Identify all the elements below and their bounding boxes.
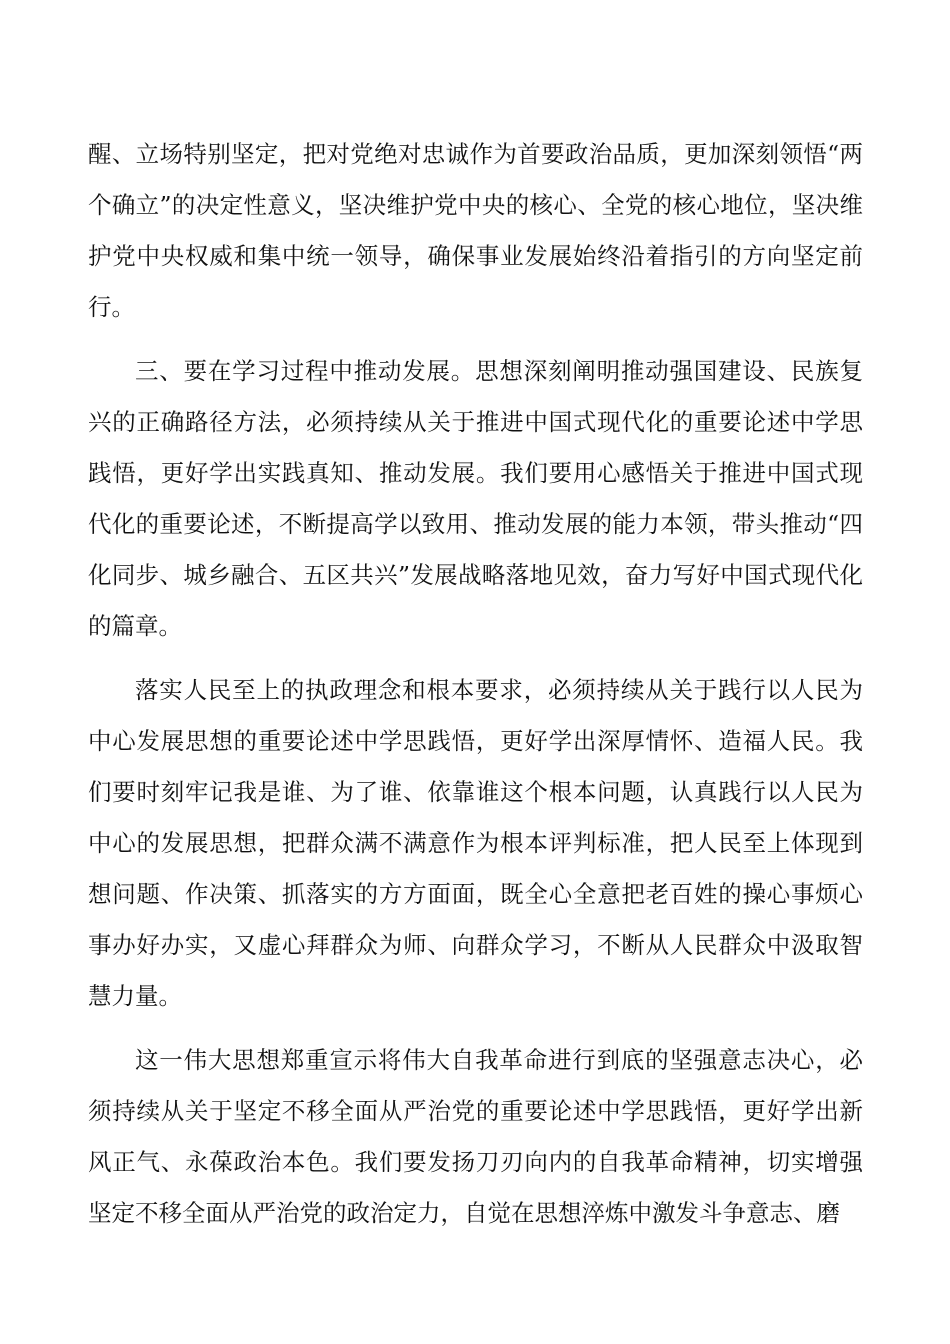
paragraph-continuation: 醒、立场特别坚定，把对党绝对忠诚作为首要政治品质，更加深刻领悟“两个确立”的决定性意义，坚决维护党中央的核心、全党的核心地位，坚决维护党中央权威和集中统一领导，确保事业发展始终沿着指引的方向坚定前行。 — [88, 140, 863, 321]
document-body — [88, 129, 863, 1252]
paragraph-self-revolution: 这一伟大思想郑重宣示将伟大自我革命进行到底的坚强意志决心，必须持续从关于坚定不移全面从严治党的重要论述中学思践悟，更好学出新风正气、永葆政治本色。我们要发扬刀刃向内的自我革命精神，切实增强坚定不移全面从严治党的政治定力，自觉在思想淬炼中激发斗争意志、磨 — [88, 1046, 863, 1227]
paragraph-section-three: 三、要在学习过程中推动发展。思想深刻阐明推动强国建设、民族复兴的正确路径方法，必须持续从关于推进中国式现代化的重要论述中学思践悟，更好学出实践真知、推动发展。我们要用心感悟关于推进中国式现代化的重要论述，不断提高学以致用、推动发展的能力本领，带头推动“四化同步、城乡融合、五区共兴”发展战略落地见效，奋力写好中国式现代化的篇章。 — [88, 357, 863, 640]
paragraph-people-centered: 落实人民至上的执政理念和根本要求，必须持续从关于践行以人民为中心发展思想的重要论述中学思践悟，更好学出深厚情怀、造福人民。我们要时刻牢记我是谁、为了谁、依靠谁这个根本问题，认真践行以人民为中心的发展思想，把群众满不满意作为根本评判标准，把人民至上体现到想问题、作决策、抓落实的方方面面，既全心全意把老百姓的操心事烦心事办好办实，又虚心拜群众为师、向群众学习，不断从人民群众中汲取智慧力量。 — [88, 676, 863, 1010]
